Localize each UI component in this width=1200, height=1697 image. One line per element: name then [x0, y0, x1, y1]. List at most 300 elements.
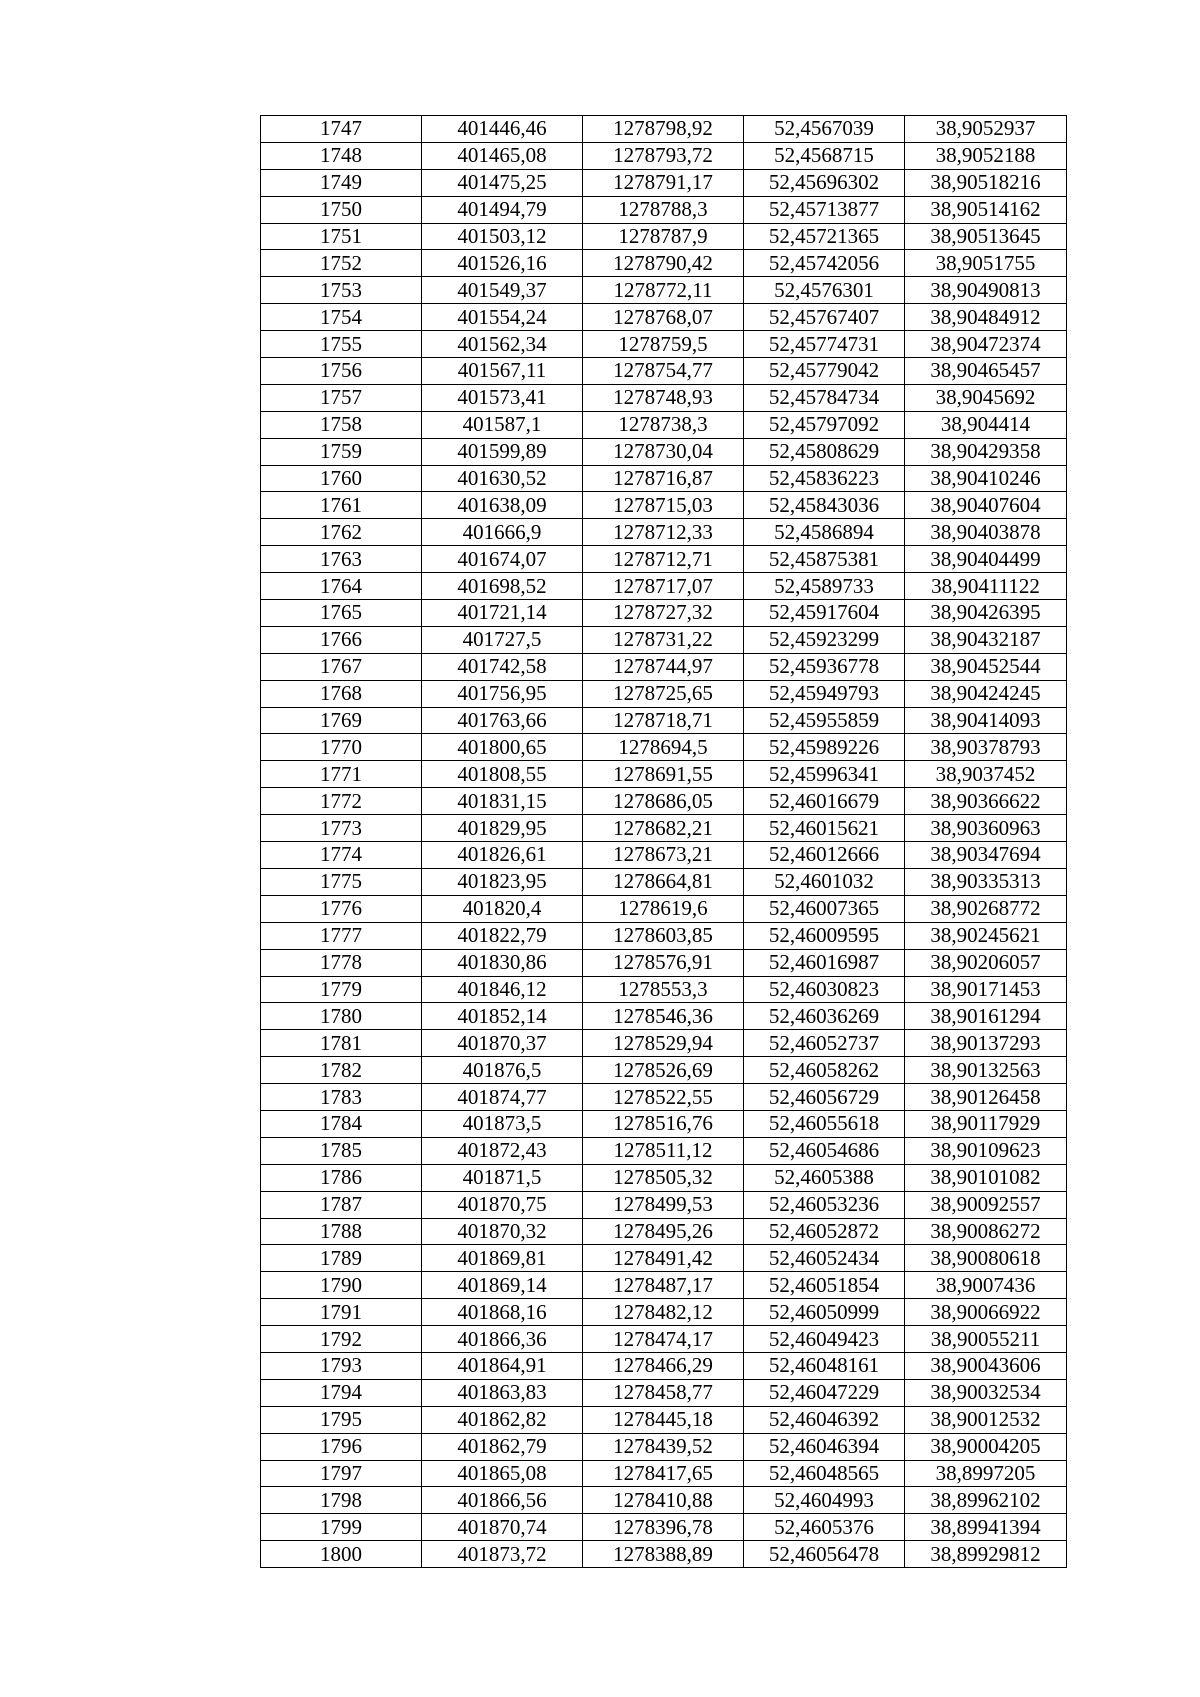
latitude-cell: 52,4601032	[744, 868, 905, 895]
table-row	[261, 842, 1067, 869]
longitude-cell: 38,90066922	[905, 1299, 1067, 1326]
table-row	[261, 868, 1067, 895]
latitude-cell: 52,46007365	[744, 895, 905, 922]
y-coordinate-cell: 1278516,76	[583, 1110, 744, 1137]
point-number-cell: 1749	[261, 169, 422, 196]
longitude-cell: 38,90171453	[905, 976, 1067, 1003]
latitude-cell: 52,45836223	[744, 465, 905, 492]
y-coordinate-cell: 1278712,33	[583, 519, 744, 546]
x-coordinate-cell: 401562,34	[422, 331, 583, 358]
latitude-cell: 52,46016679	[744, 788, 905, 815]
point-number-cell: 1769	[261, 707, 422, 734]
table-row	[261, 1137, 1067, 1164]
x-coordinate-cell: 401829,95	[422, 815, 583, 842]
longitude-cell: 38,90429358	[905, 438, 1067, 465]
point-number-cell: 1774	[261, 842, 422, 869]
table-row	[261, 573, 1067, 600]
point-number-cell: 1759	[261, 438, 422, 465]
longitude-cell: 38,90109623	[905, 1137, 1067, 1164]
y-coordinate-cell: 1278495,26	[583, 1218, 744, 1245]
x-coordinate-cell: 401808,55	[422, 761, 583, 788]
x-coordinate-cell: 401866,36	[422, 1326, 583, 1353]
x-coordinate-cell: 401865,08	[422, 1460, 583, 1487]
latitude-cell: 52,4568715	[744, 142, 905, 169]
point-number-cell: 1764	[261, 573, 422, 600]
point-number-cell: 1782	[261, 1057, 422, 1084]
table-row	[261, 142, 1067, 169]
point-number-cell: 1789	[261, 1245, 422, 1272]
point-number-cell: 1758	[261, 411, 422, 438]
table-row	[261, 1057, 1067, 1084]
point-number-cell: 1785	[261, 1137, 422, 1164]
table-row	[261, 1326, 1067, 1353]
point-number-cell: 1784	[261, 1110, 422, 1137]
x-coordinate-cell: 401503,12	[422, 223, 583, 250]
y-coordinate-cell: 1278730,04	[583, 438, 744, 465]
x-coordinate-cell: 401763,66	[422, 707, 583, 734]
y-coordinate-cell: 1278466,29	[583, 1352, 744, 1379]
table-row	[261, 250, 1067, 277]
x-coordinate-cell: 401599,89	[422, 438, 583, 465]
y-coordinate-cell: 1278716,87	[583, 465, 744, 492]
table-row	[261, 1433, 1067, 1460]
latitude-cell: 52,46052737	[744, 1030, 905, 1057]
x-coordinate-cell: 401756,95	[422, 680, 583, 707]
point-number-cell: 1756	[261, 358, 422, 385]
latitude-cell: 52,46056729	[744, 1084, 905, 1111]
latitude-cell: 52,4567039	[744, 116, 905, 143]
x-coordinate-cell: 401823,95	[422, 868, 583, 895]
table-row	[261, 1191, 1067, 1218]
y-coordinate-cell: 1278499,53	[583, 1191, 744, 1218]
table-row	[261, 116, 1067, 143]
y-coordinate-cell: 1278791,17	[583, 169, 744, 196]
longitude-cell: 38,90132563	[905, 1057, 1067, 1084]
point-number-cell: 1790	[261, 1272, 422, 1299]
x-coordinate-cell: 401863,83	[422, 1379, 583, 1406]
table-row	[261, 1541, 1067, 1568]
longitude-cell: 38,9052937	[905, 116, 1067, 143]
longitude-cell: 38,90117929	[905, 1110, 1067, 1137]
latitude-cell: 52,45955859	[744, 707, 905, 734]
x-coordinate-cell: 401573,41	[422, 384, 583, 411]
longitude-cell: 38,90092557	[905, 1191, 1067, 1218]
x-coordinate-cell: 401830,86	[422, 949, 583, 976]
longitude-cell: 38,90407604	[905, 492, 1067, 519]
x-coordinate-cell: 401873,5	[422, 1110, 583, 1137]
y-coordinate-cell: 1278388,89	[583, 1541, 744, 1568]
point-number-cell: 1783	[261, 1084, 422, 1111]
x-coordinate-cell: 401874,77	[422, 1084, 583, 1111]
x-coordinate-cell: 401587,1	[422, 411, 583, 438]
latitude-cell: 52,46009595	[744, 922, 905, 949]
table-row	[261, 304, 1067, 331]
y-coordinate-cell: 1278664,81	[583, 868, 744, 895]
y-coordinate-cell: 1278445,18	[583, 1406, 744, 1433]
table-row	[261, 358, 1067, 385]
latitude-cell: 52,4605388	[744, 1164, 905, 1191]
point-number-cell: 1747	[261, 116, 422, 143]
point-number-cell: 1786	[261, 1164, 422, 1191]
table-row	[261, 707, 1067, 734]
latitude-cell: 52,46036269	[744, 1003, 905, 1030]
table-row	[261, 1110, 1067, 1137]
x-coordinate-cell: 401674,07	[422, 546, 583, 573]
latitude-cell: 52,4589733	[744, 573, 905, 600]
x-coordinate-cell: 401826,61	[422, 842, 583, 869]
table-row	[261, 492, 1067, 519]
x-coordinate-cell: 401872,43	[422, 1137, 583, 1164]
y-coordinate-cell: 1278759,5	[583, 331, 744, 358]
table-row	[261, 546, 1067, 573]
latitude-cell: 52,45713877	[744, 196, 905, 223]
x-coordinate-cell: 401554,24	[422, 304, 583, 331]
table-row	[261, 815, 1067, 842]
latitude-cell: 52,45784734	[744, 384, 905, 411]
point-number-cell: 1779	[261, 976, 422, 1003]
y-coordinate-cell: 1278793,72	[583, 142, 744, 169]
longitude-cell: 38,90137293	[905, 1030, 1067, 1057]
latitude-cell: 52,46047229	[744, 1379, 905, 1406]
y-coordinate-cell: 1278682,21	[583, 815, 744, 842]
table-row	[261, 331, 1067, 358]
latitude-cell: 52,45949793	[744, 680, 905, 707]
y-coordinate-cell: 1278725,65	[583, 680, 744, 707]
longitude-cell: 38,90490813	[905, 277, 1067, 304]
table-row	[261, 465, 1067, 492]
x-coordinate-cell: 401870,75	[422, 1191, 583, 1218]
y-coordinate-cell: 1278505,32	[583, 1164, 744, 1191]
y-coordinate-cell: 1278491,42	[583, 1245, 744, 1272]
longitude-cell: 38,90245621	[905, 922, 1067, 949]
point-number-cell: 1757	[261, 384, 422, 411]
y-coordinate-cell: 1278619,6	[583, 895, 744, 922]
longitude-cell: 38,90012532	[905, 1406, 1067, 1433]
table-row	[261, 626, 1067, 653]
y-coordinate-cell: 1278553,3	[583, 976, 744, 1003]
x-coordinate-cell: 401866,56	[422, 1487, 583, 1514]
y-coordinate-cell: 1278691,55	[583, 761, 744, 788]
x-coordinate-cell: 401869,14	[422, 1272, 583, 1299]
y-coordinate-cell: 1278798,92	[583, 116, 744, 143]
table-row	[261, 1406, 1067, 1433]
longitude-cell: 38,90472374	[905, 331, 1067, 358]
latitude-cell: 52,45917604	[744, 600, 905, 627]
y-coordinate-cell: 1278768,07	[583, 304, 744, 331]
latitude-cell: 52,46054686	[744, 1137, 905, 1164]
x-coordinate-cell: 401864,91	[422, 1352, 583, 1379]
x-coordinate-cell: 401862,82	[422, 1406, 583, 1433]
latitude-cell: 52,45875381	[744, 546, 905, 573]
longitude-cell: 38,90514162	[905, 196, 1067, 223]
latitude-cell: 52,46052434	[744, 1245, 905, 1272]
point-number-cell: 1788	[261, 1218, 422, 1245]
x-coordinate-cell: 401494,79	[422, 196, 583, 223]
y-coordinate-cell: 1278772,11	[583, 277, 744, 304]
y-coordinate-cell: 1278717,07	[583, 573, 744, 600]
longitude-cell: 38,90465457	[905, 358, 1067, 385]
y-coordinate-cell: 1278546,36	[583, 1003, 744, 1030]
point-number-cell: 1776	[261, 895, 422, 922]
y-coordinate-cell: 1278738,3	[583, 411, 744, 438]
point-number-cell: 1775	[261, 868, 422, 895]
point-number-cell: 1793	[261, 1352, 422, 1379]
latitude-cell: 52,45767407	[744, 304, 905, 331]
point-number-cell: 1766	[261, 626, 422, 653]
x-coordinate-cell: 401727,5	[422, 626, 583, 653]
x-coordinate-cell: 401567,11	[422, 358, 583, 385]
latitude-cell: 52,45843036	[744, 492, 905, 519]
y-coordinate-cell: 1278712,71	[583, 546, 744, 573]
latitude-cell: 52,46012666	[744, 842, 905, 869]
x-coordinate-cell: 401721,14	[422, 600, 583, 627]
longitude-cell: 38,90206057	[905, 949, 1067, 976]
latitude-cell: 52,46050999	[744, 1299, 905, 1326]
longitude-cell: 38,90004205	[905, 1433, 1067, 1460]
latitude-cell: 52,46048565	[744, 1460, 905, 1487]
longitude-cell: 38,90335313	[905, 868, 1067, 895]
y-coordinate-cell: 1278673,21	[583, 842, 744, 869]
table-row	[261, 1514, 1067, 1541]
table-row	[261, 519, 1067, 546]
point-number-cell: 1781	[261, 1030, 422, 1057]
table-row	[261, 1352, 1067, 1379]
y-coordinate-cell: 1278474,17	[583, 1326, 744, 1353]
latitude-cell: 52,4586894	[744, 519, 905, 546]
table-row	[261, 438, 1067, 465]
y-coordinate-cell: 1278790,42	[583, 250, 744, 277]
table-row	[261, 196, 1067, 223]
point-number-cell: 1792	[261, 1326, 422, 1353]
y-coordinate-cell: 1278458,77	[583, 1379, 744, 1406]
y-coordinate-cell: 1278787,9	[583, 223, 744, 250]
point-number-cell: 1773	[261, 815, 422, 842]
x-coordinate-cell: 401868,16	[422, 1299, 583, 1326]
longitude-cell: 38,90378793	[905, 734, 1067, 761]
y-coordinate-cell: 1278694,5	[583, 734, 744, 761]
table-row	[261, 1379, 1067, 1406]
longitude-cell: 38,90126458	[905, 1084, 1067, 1111]
x-coordinate-cell: 401526,16	[422, 250, 583, 277]
longitude-cell: 38,90518216	[905, 169, 1067, 196]
point-number-cell: 1780	[261, 1003, 422, 1030]
longitude-cell: 38,90043606	[905, 1352, 1067, 1379]
longitude-cell: 38,90101082	[905, 1164, 1067, 1191]
y-coordinate-cell: 1278718,71	[583, 707, 744, 734]
x-coordinate-cell: 401870,37	[422, 1030, 583, 1057]
latitude-cell: 52,45779042	[744, 358, 905, 385]
y-coordinate-cell: 1278439,52	[583, 1433, 744, 1460]
longitude-cell: 38,89929812	[905, 1541, 1067, 1568]
table-row	[261, 1245, 1067, 1272]
longitude-cell: 38,89962102	[905, 1487, 1067, 1514]
x-coordinate-cell: 401820,4	[422, 895, 583, 922]
table-row	[261, 1299, 1067, 1326]
latitude-cell: 52,46051854	[744, 1272, 905, 1299]
latitude-cell: 52,45721365	[744, 223, 905, 250]
latitude-cell: 52,46015621	[744, 815, 905, 842]
table-row	[261, 1218, 1067, 1245]
table-row	[261, 922, 1067, 949]
table-row	[261, 1460, 1067, 1487]
latitude-cell: 52,46046392	[744, 1406, 905, 1433]
table-row	[261, 1084, 1067, 1111]
table-row	[261, 680, 1067, 707]
y-coordinate-cell: 1278487,17	[583, 1272, 744, 1299]
table-row	[261, 1164, 1067, 1191]
point-number-cell: 1754	[261, 304, 422, 331]
point-number-cell: 1791	[261, 1299, 422, 1326]
point-number-cell: 1795	[261, 1406, 422, 1433]
longitude-cell: 38,90414093	[905, 707, 1067, 734]
y-coordinate-cell: 1278686,05	[583, 788, 744, 815]
table-row	[261, 788, 1067, 815]
table-row	[261, 600, 1067, 627]
x-coordinate-cell: 401862,79	[422, 1433, 583, 1460]
table-row	[261, 734, 1067, 761]
x-coordinate-cell: 401742,58	[422, 653, 583, 680]
x-coordinate-cell: 401475,25	[422, 169, 583, 196]
x-coordinate-cell: 401549,37	[422, 277, 583, 304]
longitude-cell: 38,9007436	[905, 1272, 1067, 1299]
latitude-cell: 52,46058262	[744, 1057, 905, 1084]
latitude-cell: 52,46016987	[744, 949, 905, 976]
x-coordinate-cell: 401666,9	[422, 519, 583, 546]
y-coordinate-cell: 1278410,88	[583, 1487, 744, 1514]
x-coordinate-cell: 401870,32	[422, 1218, 583, 1245]
point-number-cell: 1748	[261, 142, 422, 169]
latitude-cell: 52,45996341	[744, 761, 905, 788]
table-row	[261, 949, 1067, 976]
latitude-cell: 52,45808629	[744, 438, 905, 465]
x-coordinate-cell: 401873,72	[422, 1541, 583, 1568]
point-number-cell: 1751	[261, 223, 422, 250]
longitude-cell: 38,90161294	[905, 1003, 1067, 1030]
y-coordinate-cell: 1278396,78	[583, 1514, 744, 1541]
table-row	[261, 1003, 1067, 1030]
point-number-cell: 1778	[261, 949, 422, 976]
longitude-cell: 38,90055211	[905, 1326, 1067, 1353]
y-coordinate-cell: 1278754,77	[583, 358, 744, 385]
latitude-cell: 52,46030823	[744, 976, 905, 1003]
latitude-cell: 52,4605376	[744, 1514, 905, 1541]
latitude-cell: 52,46049423	[744, 1326, 905, 1353]
y-coordinate-cell: 1278511,12	[583, 1137, 744, 1164]
latitude-cell: 52,45923299	[744, 626, 905, 653]
longitude-cell: 38,90360963	[905, 815, 1067, 842]
point-number-cell: 1763	[261, 546, 422, 573]
longitude-cell: 38,90404499	[905, 546, 1067, 573]
x-coordinate-cell: 401800,65	[422, 734, 583, 761]
longitude-cell: 38,90452544	[905, 653, 1067, 680]
latitude-cell: 52,46046394	[744, 1433, 905, 1460]
latitude-cell: 52,46048161	[744, 1352, 905, 1379]
y-coordinate-cell: 1278482,12	[583, 1299, 744, 1326]
longitude-cell: 38,90032534	[905, 1379, 1067, 1406]
y-coordinate-cell: 1278727,32	[583, 600, 744, 627]
table-row	[261, 1487, 1067, 1514]
longitude-cell: 38,90080618	[905, 1245, 1067, 1272]
longitude-cell: 38,90426395	[905, 600, 1067, 627]
x-coordinate-cell: 401698,52	[422, 573, 583, 600]
point-number-cell: 1768	[261, 680, 422, 707]
table-row	[261, 277, 1067, 304]
longitude-cell: 38,9045692	[905, 384, 1067, 411]
y-coordinate-cell: 1278731,22	[583, 626, 744, 653]
x-coordinate-cell: 401465,08	[422, 142, 583, 169]
latitude-cell: 52,45936778	[744, 653, 905, 680]
point-number-cell: 1762	[261, 519, 422, 546]
table-row	[261, 1272, 1067, 1299]
x-coordinate-cell: 401876,5	[422, 1057, 583, 1084]
y-coordinate-cell: 1278715,03	[583, 492, 744, 519]
point-number-cell: 1777	[261, 922, 422, 949]
longitude-cell: 38,90366622	[905, 788, 1067, 815]
longitude-cell: 38,90268772	[905, 895, 1067, 922]
longitude-cell: 38,9037452	[905, 761, 1067, 788]
x-coordinate-cell: 401846,12	[422, 976, 583, 1003]
y-coordinate-cell: 1278603,85	[583, 922, 744, 949]
y-coordinate-cell: 1278417,65	[583, 1460, 744, 1487]
coordinate-table	[260, 115, 1067, 1568]
table-row	[261, 223, 1067, 250]
point-number-cell: 1798	[261, 1487, 422, 1514]
coordinate-table-body	[261, 116, 1067, 1568]
x-coordinate-cell: 401446,46	[422, 116, 583, 143]
table-row	[261, 411, 1067, 438]
longitude-cell: 38,90432187	[905, 626, 1067, 653]
longitude-cell: 38,9052188	[905, 142, 1067, 169]
latitude-cell: 52,46053236	[744, 1191, 905, 1218]
point-number-cell: 1772	[261, 788, 422, 815]
latitude-cell: 52,4604993	[744, 1487, 905, 1514]
y-coordinate-cell: 1278788,3	[583, 196, 744, 223]
point-number-cell: 1787	[261, 1191, 422, 1218]
latitude-cell: 52,45797092	[744, 411, 905, 438]
y-coordinate-cell: 1278522,55	[583, 1084, 744, 1111]
latitude-cell: 52,46055618	[744, 1110, 905, 1137]
point-number-cell: 1765	[261, 600, 422, 627]
longitude-cell: 38,89941394	[905, 1514, 1067, 1541]
point-number-cell: 1797	[261, 1460, 422, 1487]
table-row	[261, 384, 1067, 411]
longitude-cell: 38,90513645	[905, 223, 1067, 250]
latitude-cell: 52,46056478	[744, 1541, 905, 1568]
y-coordinate-cell: 1278526,69	[583, 1057, 744, 1084]
point-number-cell: 1767	[261, 653, 422, 680]
longitude-cell: 38,9051755	[905, 250, 1067, 277]
longitude-cell: 38,90086272	[905, 1218, 1067, 1245]
longitude-cell: 38,90484912	[905, 304, 1067, 331]
table-row	[261, 895, 1067, 922]
point-number-cell: 1771	[261, 761, 422, 788]
point-number-cell: 1800	[261, 1541, 422, 1568]
point-number-cell: 1753	[261, 277, 422, 304]
longitude-cell: 38,90424245	[905, 680, 1067, 707]
y-coordinate-cell: 1278748,93	[583, 384, 744, 411]
table-row	[261, 1030, 1067, 1057]
y-coordinate-cell: 1278529,94	[583, 1030, 744, 1057]
point-number-cell: 1796	[261, 1433, 422, 1460]
x-coordinate-cell: 401869,81	[422, 1245, 583, 1272]
longitude-cell: 38,90403878	[905, 519, 1067, 546]
x-coordinate-cell: 401831,15	[422, 788, 583, 815]
latitude-cell: 52,45742056	[744, 250, 905, 277]
table-row	[261, 653, 1067, 680]
x-coordinate-cell: 401638,09	[422, 492, 583, 519]
longitude-cell: 38,90347694	[905, 842, 1067, 869]
point-number-cell: 1794	[261, 1379, 422, 1406]
